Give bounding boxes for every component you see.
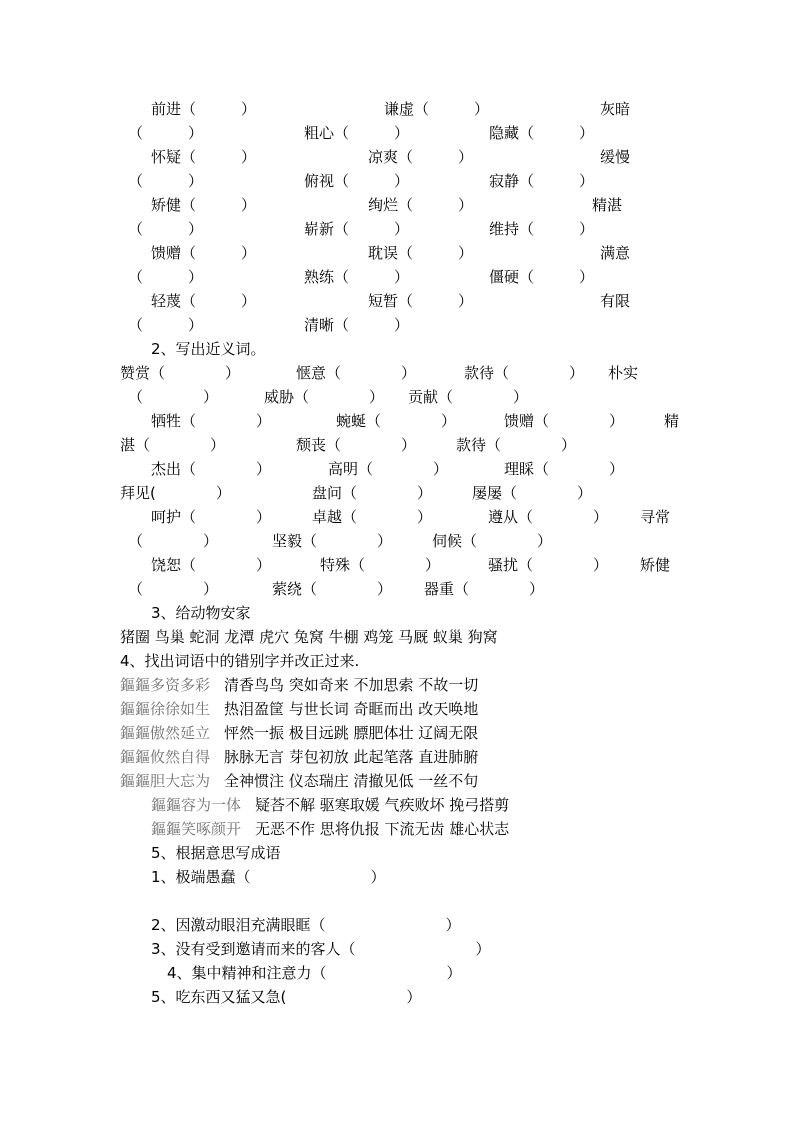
synonym-item: 高明（ ） (328, 460, 449, 478)
antonym-item: 怀疑（ ） (151, 148, 257, 166)
synonym-item: 器重（ ） (424, 580, 545, 598)
antonym-item: 满意 (600, 244, 631, 262)
synonym-line-2 (0, 385, 794, 409)
antonym-item: 灰暗 (600, 100, 631, 118)
synonym-item: 屡屡（ ） (472, 484, 593, 502)
synonym-item: 牺牲（ ） (151, 412, 272, 430)
typo-line-5 (0, 769, 794, 793)
section2-title-line (0, 337, 794, 361)
antonym-item: （ ） (128, 316, 204, 334)
typo-lead-word: 鏂鏂笑啄颜开 (151, 820, 242, 838)
synonym-item: 款待（ ） (456, 436, 577, 454)
idiom-line-5 (0, 985, 794, 1009)
typo-words: 热泪盈筐 与世长词 奇眶而出 改天唤地 (224, 700, 479, 718)
synonym-item: （ ） (128, 388, 219, 406)
antonym-item: （ ） (128, 172, 204, 190)
synonym-line-10 (0, 577, 794, 601)
antonym-line-8 (0, 265, 794, 289)
antonym-item: 凉爽（ ） (368, 148, 474, 166)
antonym-item: 崭新（ ） (304, 220, 410, 238)
antonym-item: （ ） (128, 124, 204, 142)
antonym-item: 维持（ ） (489, 220, 595, 238)
idiom-line-3 (0, 937, 794, 961)
idiom-item: 5、吃东西又猛又急( ） (151, 988, 422, 1006)
synonym-item: 湛（ ） (120, 436, 226, 454)
synonym-item: 杰出（ ） (151, 460, 272, 478)
antonym-item: 轻蔑（ ） (151, 292, 257, 310)
synonym-line-9 (0, 553, 794, 577)
antonym-item: 耽误（ ） (368, 244, 474, 262)
antonym-item: 俯视（ ） (304, 172, 410, 190)
idiom-item: 1、极端愚蠢（ ） (151, 868, 386, 886)
synonym-item: 寻常 (640, 508, 671, 526)
antonym-line-2 (0, 121, 794, 145)
synonym-item: 馈赠（ ） (504, 412, 625, 430)
idiom-line-4 (0, 961, 794, 985)
antonym-item: 有限 (600, 292, 631, 310)
synonym-item: 卓越（ ） (312, 508, 433, 526)
synonym-item: 惬意（ ） (296, 364, 417, 382)
antonym-item: 缓慢 (600, 148, 631, 166)
typo-lead-word: 鏂鏂徐徐如生 (120, 700, 211, 718)
synonym-item: 蜿蜒（ ） (336, 412, 457, 430)
synonym-item: 威胁（ ） (264, 388, 385, 406)
section4-title-line (0, 649, 794, 673)
typo-line-4 (0, 745, 794, 769)
synonym-item: 萦绕（ ） (272, 580, 393, 598)
synonym-item: 精 (664, 412, 680, 430)
synonym-item: （ ） (128, 580, 219, 598)
antonym-item: 精湛 (592, 196, 623, 214)
synonym-item: 矫健 (640, 556, 671, 574)
typo-line-3 (0, 721, 794, 745)
typo-line-2 (0, 697, 794, 721)
section3-title-line (0, 601, 794, 625)
section-title: 2、写出近义词。 (151, 340, 266, 358)
synonym-line-5 (0, 457, 794, 481)
synonym-line-4 (0, 433, 794, 457)
synonym-item: 朴实 (608, 364, 639, 382)
synonym-item: 骚扰（ ） (488, 556, 609, 574)
synonym-line-7 (0, 505, 794, 529)
synonym-item: 盘问（ ） (312, 484, 433, 502)
antonym-item: 前进（ ） (151, 100, 257, 118)
antonym-line-9 (0, 289, 794, 313)
synonym-item: 特殊（ ） (320, 556, 441, 574)
animal-homes-text: 猪圈 鸟巢 蛇洞 龙潭 虎穴 兔窝 牛棚 鸡笼 马厩 蚁巢 狗窝 (120, 628, 498, 646)
synonym-item: 遵从（ ） (488, 508, 609, 526)
typo-line-6 (0, 793, 794, 817)
antonym-line-10 (0, 313, 794, 337)
animal-homes-line (0, 625, 794, 649)
typo-lead-word: 鏂鏂多资多彩 (120, 676, 211, 694)
synonym-item: 呵护（ ） (151, 508, 272, 526)
synonym-item: 拜见( ） (120, 484, 231, 502)
antonym-line-1 (0, 97, 794, 121)
antonym-item: 馈赠（ ） (151, 244, 257, 262)
synonym-item: 颓丧（ ） (296, 436, 417, 454)
synonym-item: 款待（ ） (464, 364, 585, 382)
synonym-item: 坚毅（ ） (272, 532, 393, 550)
typo-words: 全神惯注 仪态瑞庄 清撤见低 一丝不句 (224, 772, 479, 790)
idiom-line-2 (0, 913, 794, 937)
idiom-item: 4、集中精神和注意力（ ） (167, 964, 462, 982)
antonym-item: （ ） (128, 220, 204, 238)
antonym-line-5 (0, 193, 794, 217)
antonym-item: 粗心（ ） (304, 124, 410, 142)
antonym-line-6 (0, 217, 794, 241)
synonym-item: 理睬（ ） (504, 460, 625, 478)
typo-lead-word: 鏂鏂容为一体 (151, 796, 242, 814)
typo-lead-word: 鏂鏂胆大忘为 (120, 772, 211, 790)
typo-words: 脉脉无言 芽包初放 此起笔落 直进肺腑 (224, 748, 479, 766)
antonym-item: 寂静（ ） (489, 172, 595, 190)
idiom-item: 2、因激动眼泪充满眼眶（ ） (151, 916, 461, 934)
antonym-item: 矫健（ ） (151, 196, 257, 214)
idiom-item: 3、没有受到邀请而来的客人（ ） (151, 940, 491, 958)
antonym-item: 熟练（ ） (304, 268, 410, 286)
antonym-item: 清晰（ ） (304, 316, 410, 334)
synonym-item: 赞赏（ ） (120, 364, 241, 382)
antonym-line-4 (0, 169, 794, 193)
synonym-item: 伺候（ ） (432, 532, 553, 550)
typo-words: 疑荅不解 驱寒取媛 气疾败坏 挽弓搭剪 (255, 796, 510, 814)
typo-lead-word: 鏂鏂傲然延立 (120, 724, 211, 742)
idiom-line-1 (0, 865, 794, 889)
antonym-item: 僵硬（ ） (489, 268, 595, 286)
section5-title-line (0, 841, 794, 865)
synonym-item: （ ） (128, 532, 219, 550)
typo-words: 清香鸟鸟 突如奇来 不加思索 不故一切 (224, 676, 479, 694)
typo-words: 怦然一振 极目远跳 膘肥体壮 辽阔无限 (224, 724, 479, 742)
antonym-item: 绚烂（ ） (368, 196, 474, 214)
typo-lead-word: 鏂鏂攸然自得 (120, 748, 211, 766)
typo-line-1 (0, 673, 794, 697)
synonym-line-3 (0, 409, 794, 433)
section-title: 3、给动物安家 (151, 604, 251, 622)
typo-words: 无恶不作 思将仇报 下流无齿 雄心状志 (255, 820, 510, 838)
synonym-line-6 (0, 481, 794, 505)
section-title: 5、根据意思写成语 (151, 844, 281, 862)
antonym-item: 短暂（ ） (368, 292, 474, 310)
antonym-item: 谦虚（ ） (384, 100, 490, 118)
synonym-line-1 (0, 361, 794, 385)
section-title: 4、找出词语中的错别字并改正过来. (120, 652, 360, 670)
antonym-item: （ ） (128, 268, 204, 286)
antonym-line-7 (0, 241, 794, 265)
typo-line-7 (0, 817, 794, 841)
synonym-item: 贡献（ ） (408, 388, 529, 406)
antonym-line-3 (0, 145, 794, 169)
antonym-item: 隐藏（ ） (489, 124, 595, 142)
synonym-item: 饶恕（ ） (151, 556, 272, 574)
synonym-line-8 (0, 529, 794, 553)
